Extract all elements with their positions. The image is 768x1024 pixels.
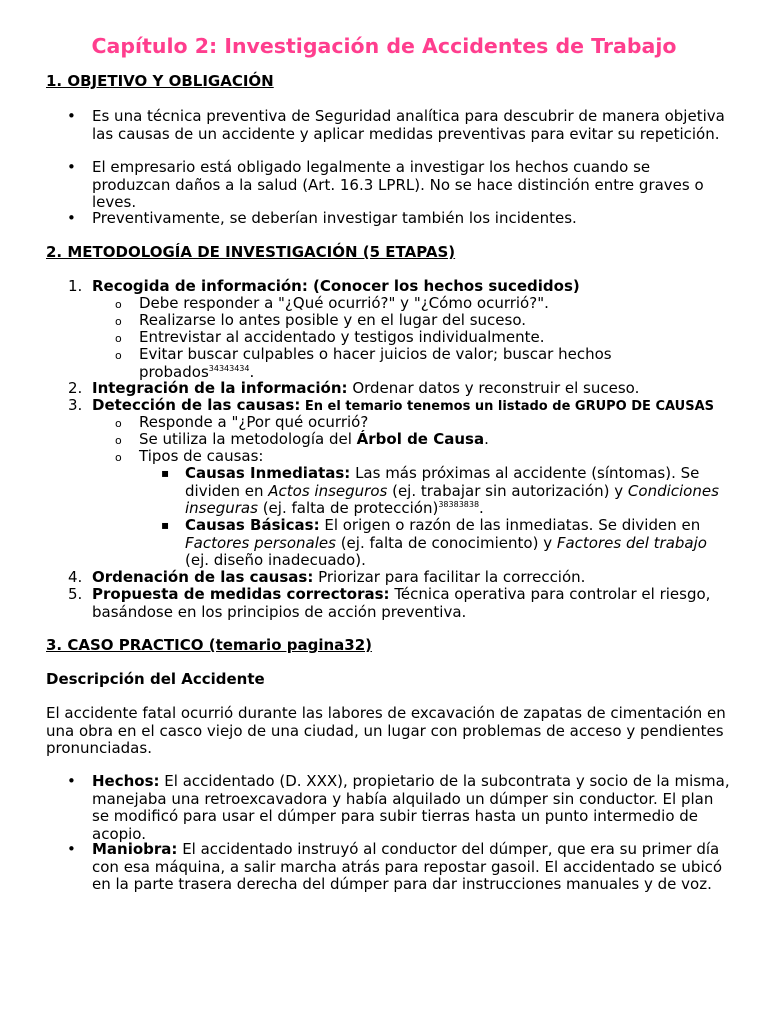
footnote-ref: 38383838 [438, 500, 480, 509]
footnote-ref: 34343434 [208, 363, 250, 373]
maniobra-text: El accidentado instruyó al conductor del dúmper, que era su primer día con esa máquina, a salir marcha atrás para repostar gasoil. El accidentado se ubicó en la parte trasera derecha del dúmper para dar instrucciones manuales y de voz. [92, 840, 723, 893]
step-4-text: Priorizar para facilitar la corrección. [313, 568, 586, 586]
step-3-sub-2-text: Se utiliza la metodología del [139, 430, 357, 448]
section-3-heading: 3. CASO PRACTICO (temario pagina32) [46, 636, 372, 654]
hechos-label: Hechos: [92, 772, 160, 790]
arbol-de-causa: Árbol de Causa [356, 430, 485, 448]
causas-basicas-text-2: (ej. falta de conocimiento) y [335, 533, 557, 552]
actos-inseguros: Actos inseguros [268, 481, 388, 500]
hechos-text: El accidentado (D. XXX), propietario de la subcontrata y socio de la misma, manejaba una retroexcavadora y había alquilado un dúmper sin conductor. El plan se modificó para usar el dúmper para subir tierras hasta un punto intermedio de acopio. [92, 772, 730, 843]
causas-basicas-text: El origen o razón de las inmediatas. Se dividen en [319, 516, 701, 534]
step-5 [68, 585, 732, 621]
step-3-sub-2 [139, 431, 729, 449]
causas-basicas-text-3: (ej. diseño inadecuado). [185, 551, 366, 569]
condiciones-inseguras: Condiciones inseguras [185, 481, 719, 517]
step-4 [68, 568, 732, 587]
step-3-sub-2-end: . [484, 430, 489, 448]
causas-basicas [185, 517, 730, 570]
causas-inmediatas [185, 465, 730, 518]
section-2-heading: 2. METODOLOGÍA DE INVESTIGACIÓN (5 ETAPAS) [46, 243, 456, 261]
step-1 [68, 277, 732, 296]
accident-description: El accidente fatal ocurrió durante las labores de excavación de zapatas de cimentación en una obra en el casco viejo de una ciudad, un lugar con problemas de acceso y pendientes pronunciadas. [46, 704, 726, 757]
step-5-text: Técnica operativa para controlar el riesgo, basándose en los principios de acción preventiva. [92, 585, 711, 621]
causas-inmediatas-title: Causas Inmediatas: [185, 464, 351, 482]
step-2 [68, 379, 732, 398]
step-3-title: Detección de las causas: [92, 396, 301, 414]
step-3-sub-3: o Tipos de causas: [139, 448, 729, 466]
section-1-heading: 1. OBJETIVO Y OBLIGACIÓN [46, 72, 274, 90]
s1-bullet-1: • Es una técnica preventiva de Seguridad analítica para descubrir de manera objetiva las causas de un accidente y aplicar medidas preventivas para evitar su repetición. [92, 108, 732, 143]
step-2-title: Integración de la información: [92, 379, 348, 397]
step-1-sub-3: o Entrevistar al accidentado y testigos individualmente. [139, 329, 729, 347]
maniobra-label: Maniobra: [92, 840, 178, 858]
causas-inmediatas-text-2: (ej. trabajar sin autorización) y [387, 481, 628, 500]
causas-inmediatas-text-3: (ej. falta de protección) [257, 499, 439, 517]
hechos-bullet [92, 773, 732, 843]
step-2-text: Ordenar datos y reconstruir el suceso. [347, 379, 640, 397]
maniobra-bullet [92, 841, 732, 894]
step-3-sub-1: o Responde a "¿Por qué ocurrió? [139, 414, 729, 432]
factores-personales: Factores personales [185, 533, 336, 552]
step-1-number: 1. [68, 277, 83, 295]
step-1-sub-4-text: Evitar buscar culpables o hacer juicios de valor; buscar hechos probados [139, 345, 612, 381]
step-1-sub-2: o Realizarse lo antes posible y en el lugar del suceso. [139, 312, 729, 330]
section-3-subheading: Descripción del Accidente [46, 670, 265, 688]
step-4-title: Ordenación de las causas: [92, 568, 314, 586]
step-1-sub-4-end: . [249, 362, 255, 381]
factores-del-trabajo: Factores del trabajo [556, 533, 707, 552]
step-1-sub-4 [139, 346, 659, 381]
step-1-title: Recogida de información: (Conocer los hechos sucedidos) [92, 277, 580, 295]
causas-inmediatas-end: . [479, 499, 484, 517]
step-5-number: 5. [68, 585, 83, 603]
step-5-title: Propuesta de medidas correctoras: [92, 585, 390, 603]
step-3-number: 3. [68, 396, 83, 414]
causas-inmediatas-text: Las más próximas al accidente (síntomas). Se dividen en [185, 464, 700, 500]
page-title: Capítulo 2: Investigación de Accidentes de Trabajo [91, 34, 677, 58]
causas-basicas-title: Causas Básicas: [185, 516, 320, 534]
s1-bullet-3: • Preventivamente, se deberían investigar también los incidentes. [92, 210, 732, 228]
step-2-number: 2. [68, 379, 83, 397]
step-4-number: 4. [68, 568, 83, 586]
s1-bullet-2: • El empresario está obligado legalmente a investigar los hechos cuando se produzcan daños a la salud (Art. 16.3 LPRL). No se hace distinción entre graves o leves. [92, 159, 732, 212]
step-3-text: En el temario tenemos un listado de GRUPO DE CAUSAS [300, 399, 714, 414]
step-1-sub-1: o Debe responder a "¿Qué ocurrió?" y "¿Cómo ocurrió?". [139, 295, 729, 313]
